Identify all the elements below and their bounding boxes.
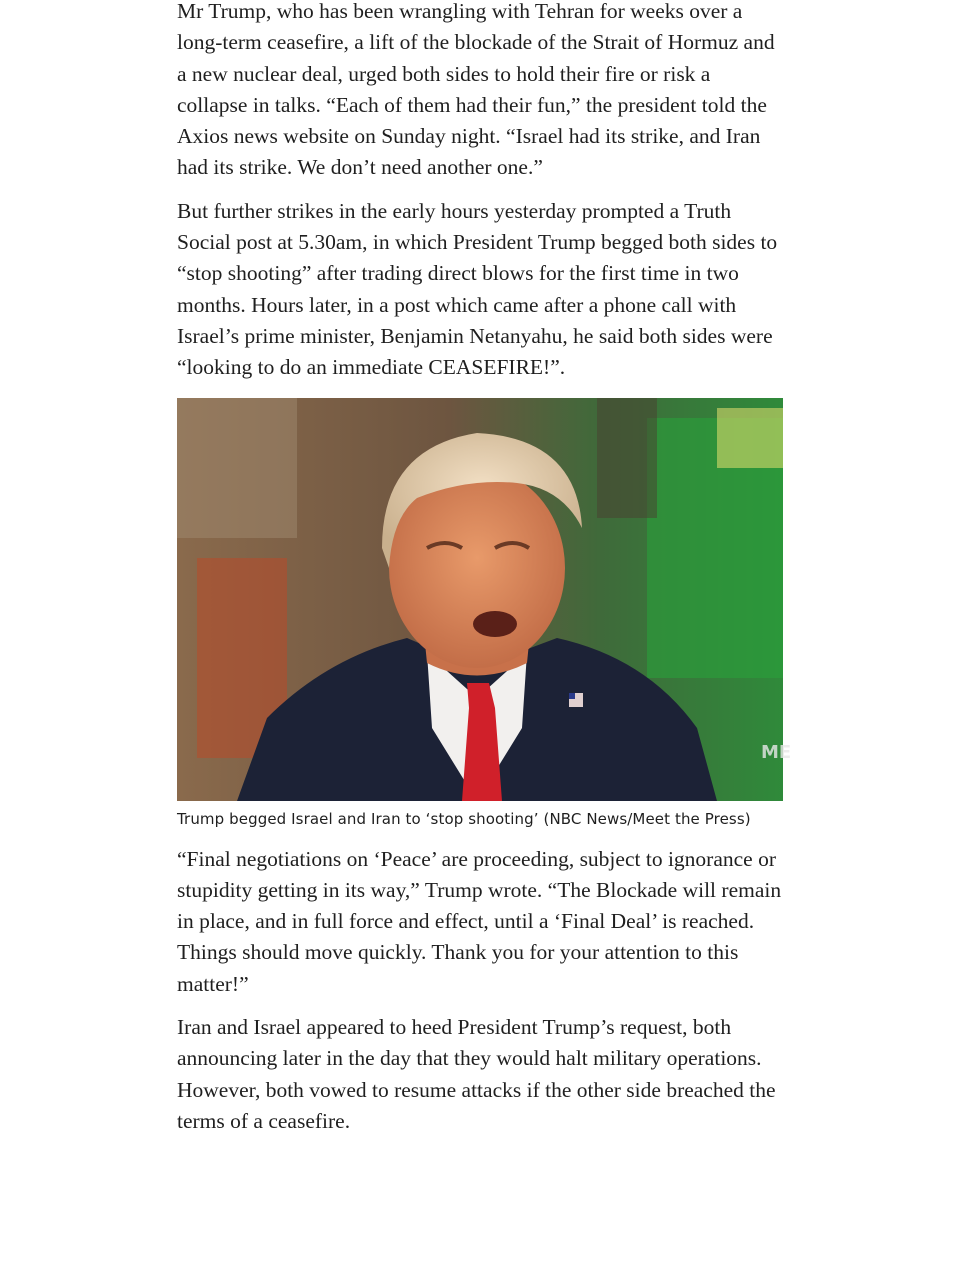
photo-watermark: ME (761, 741, 792, 763)
photo-illustration (177, 398, 792, 801)
article-paragraph: “Final negotiations on ‘Peace’ are proceeding, subject to ignorance or stupidity getting in its way,” Trump wrote. “The Blockade will remain in place, and in full force and effect, until a ‘Final Deal’ is reached. Things should move quickly. Thank you for your attention to this matter!” (177, 846, 782, 996)
article-paragraph: Mr Trump, who has been wrangling with Tehran for weeks over a long-term ceasefire, a lift of the blockade of the Strait of Hormuz and a new nuclear deal, urged both sides to hold their fire or risk a collapse in talks. “Each of them had their fun,” the president told the Axios news website on Sunday night. “Israel had its strike, and Iran had its strike. We don’t need another one.” (177, 0, 775, 180)
article-paragraph: But further strikes in the early hours yesterday prompted a Truth Social post at 5.30am, in which President Trump begged both sides to “stop shooting” after trading direct blows for the first time in two months. Hours later, in a post which came after a phone call with Israel’s prime minister, Benjamin Netanyahu, he said both sides were “looking to do an immediate CEASEFIRE!”. (177, 198, 778, 380)
article-body (177, 0, 792, 1137)
figure-caption: Trump begged Israel and Iran to ‘stop shooting’ (NBC News/Meet the Press) (177, 809, 751, 828)
article-figure (177, 398, 792, 828)
article-paragraph: Iran and Israel appeared to heed President Trump’s request, both announcing later in the day that they would halt military operations. However, both vowed to resume attacks if the other side breached the terms of a ceasefire. (177, 1015, 776, 1133)
figure-photo (177, 398, 792, 801)
